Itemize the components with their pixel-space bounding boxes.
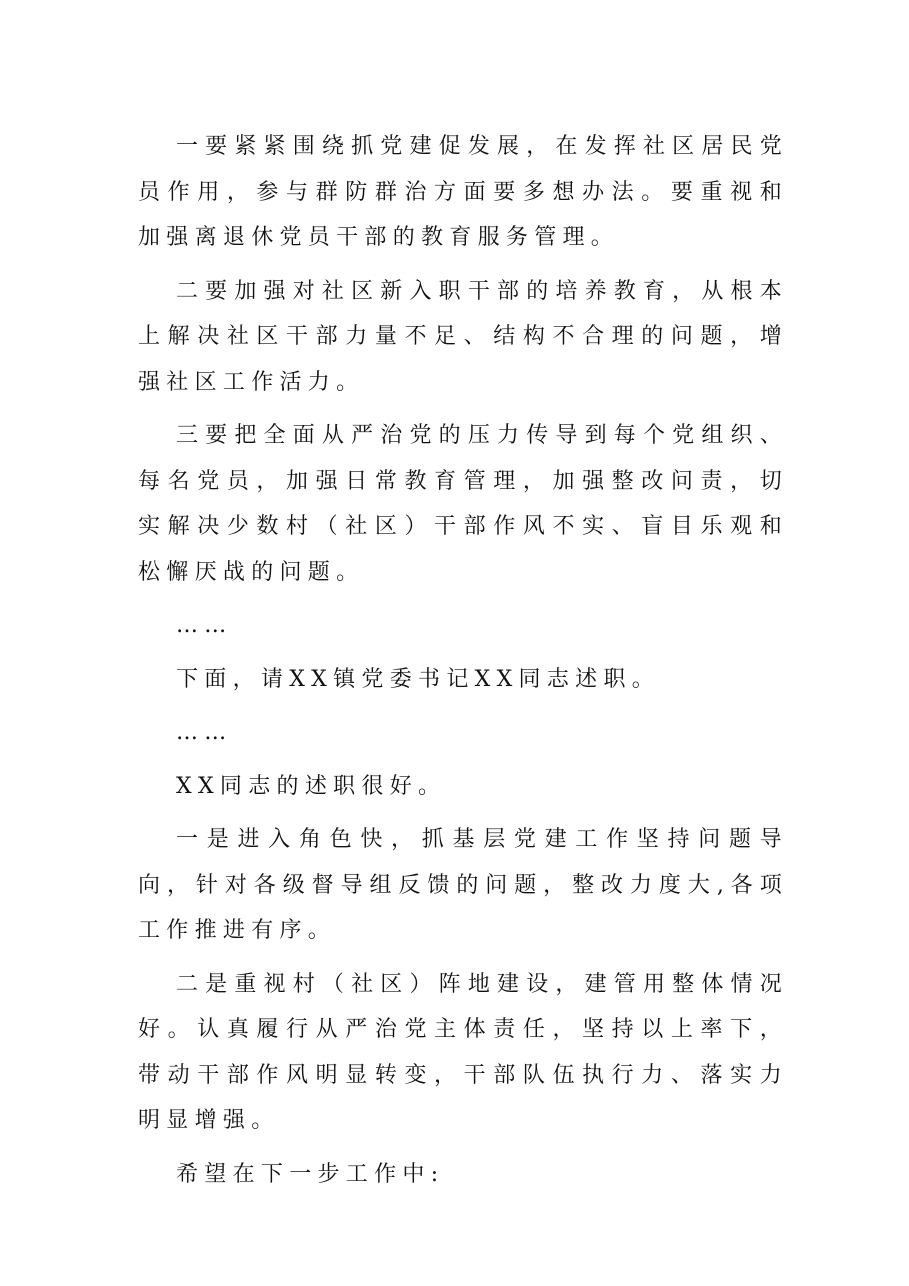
paragraph-7: 二是重视村（社区）阵地建设，建管用整体情况好。认真履行从严治党主体责任，坚持以上率下，带动干部作风明显转变，干部队伍执行力、落实力明显增强。 <box>138 971 788 1133</box>
ellipsis-2: …… <box>176 720 233 745</box>
paragraph-2: 二要加强对社区新入职干部的培养教育，从根本上解决社区干部力量不足、结构不合理的问题，增强社区工作活力。 <box>138 278 788 395</box>
paragraph-1: 一要紧紧围绕抓党建促发展，在发挥社区居民党员作用，参与群防群治方面要多想办法。要重视和加强离退休党员干部的教育服务管理。 <box>138 134 788 250</box>
ellipsis-1: …… <box>176 613 233 638</box>
paragraph-6: 一是进入角色快，抓基层党建工作坚持问题导向，针对各级督导组反馈的问题，整改力度大,各项工作推进有序。 <box>138 827 788 943</box>
paragraph-8: 希望在下一步工作中: <box>176 1161 445 1187</box>
paragraph-5: XX同志的述职很好。 <box>176 773 447 799</box>
paragraph-4: 下面，请XX镇党委书记XX同志述职。 <box>176 666 661 692</box>
document-body <box>138 124 788 1205</box>
paragraph-3: 三要把全面从严治党的压力传导到每个党组织、每名党员，加强日常教育管理，加强整改问责，切实解决少数村（社区）干部作风不实、盲目乐观和松懈厌战的问题。 <box>138 423 788 585</box>
